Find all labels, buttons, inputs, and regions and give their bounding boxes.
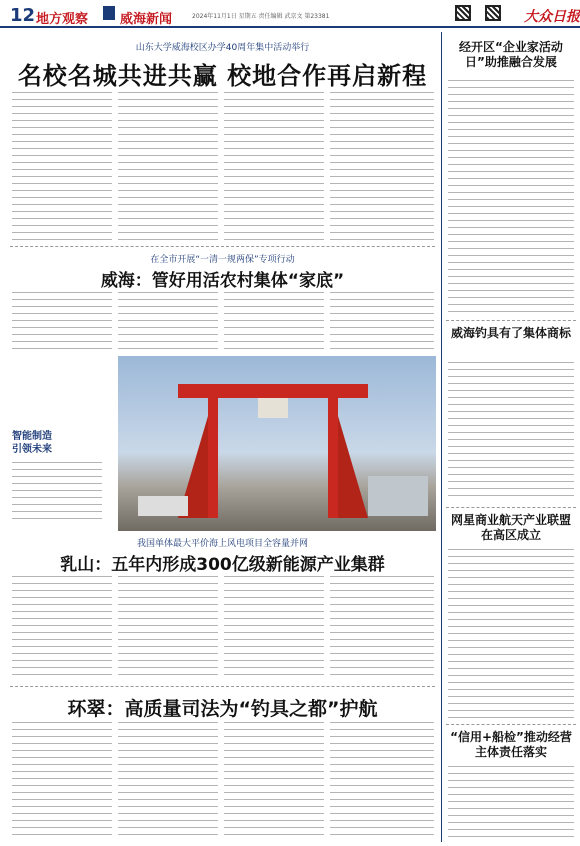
- lead-body-col: [330, 92, 434, 242]
- right-story1-headline: 经开区“企业家活动日”助推融合发展: [459, 40, 563, 69]
- photo-caption-body: [12, 462, 102, 522]
- lead-headline: 名校名城共进共赢 校地合作再启新程: [17, 62, 428, 90]
- section-logo-icon: [103, 6, 115, 20]
- rushan-kicker: 我国单体最大平价海上风电项目全容量并网: [136, 539, 308, 549]
- divider: [10, 246, 435, 247]
- section-title: 地方观察: [36, 12, 89, 27]
- village-body-col: [118, 292, 218, 352]
- qr-code-icon: [485, 5, 501, 21]
- rushan-body-col: [224, 576, 324, 681]
- column-rule: [441, 32, 442, 842]
- village-kicker: 在全市开展“一清一规两保”专项行动: [150, 255, 295, 265]
- right-story2-body: [448, 362, 574, 502]
- divider: [446, 724, 576, 725]
- divider: [10, 686, 435, 687]
- section-brand: 威海新闻: [120, 12, 173, 27]
- lead-body-col: [224, 92, 324, 242]
- huancui-body-col: [224, 722, 324, 840]
- page-number: 12: [10, 5, 36, 26]
- lead-kicker: 山东大学威海校区办学40周年集中活动举行: [135, 43, 310, 53]
- news-photo: [118, 356, 436, 531]
- divider: [446, 320, 576, 321]
- gantry-crane-image: [118, 356, 436, 531]
- lead-body-col: [118, 92, 218, 242]
- huancui-body-col: [330, 722, 434, 840]
- qr-code-icon: [455, 5, 471, 21]
- right-story4-headline: “信用+船检”推动经营主体责任落实: [450, 730, 572, 759]
- rushan-headline: 乳山：五年内形成300亿级新能源产业集群: [60, 555, 385, 575]
- huancui-headline: 环翠：高质量司法为“钓具之都”护航: [67, 698, 378, 720]
- lead-body-col: [12, 92, 112, 242]
- right-story3-body: [448, 549, 574, 719]
- rushan-body-col: [12, 576, 112, 681]
- huancui-body-col: [118, 722, 218, 840]
- rushan-body-col: [330, 576, 434, 681]
- rushan-body-col: [118, 576, 218, 681]
- village-body-col: [330, 292, 434, 352]
- village-body-col: [12, 292, 112, 352]
- right-story2-headline: 威海钓具有了集体商标: [450, 326, 571, 340]
- huancui-body-col: [12, 722, 112, 840]
- newspaper-logo: 大众日报: [524, 9, 580, 25]
- right-story1-body: [448, 80, 574, 315]
- village-body-col: [224, 292, 324, 352]
- right-story3-headline: 网星商业航天产业联盟在高区成立: [450, 513, 571, 542]
- divider: [446, 507, 576, 508]
- photo-caption-title: 智能制造 引领未来: [12, 431, 52, 455]
- right-story4-body: [448, 766, 574, 840]
- village-headline: 威海：管好用活农村集体“家底”: [100, 271, 345, 291]
- issue-meta: 2024年11月1日 星期五 责任编辑 武京文 第23381: [192, 13, 330, 20]
